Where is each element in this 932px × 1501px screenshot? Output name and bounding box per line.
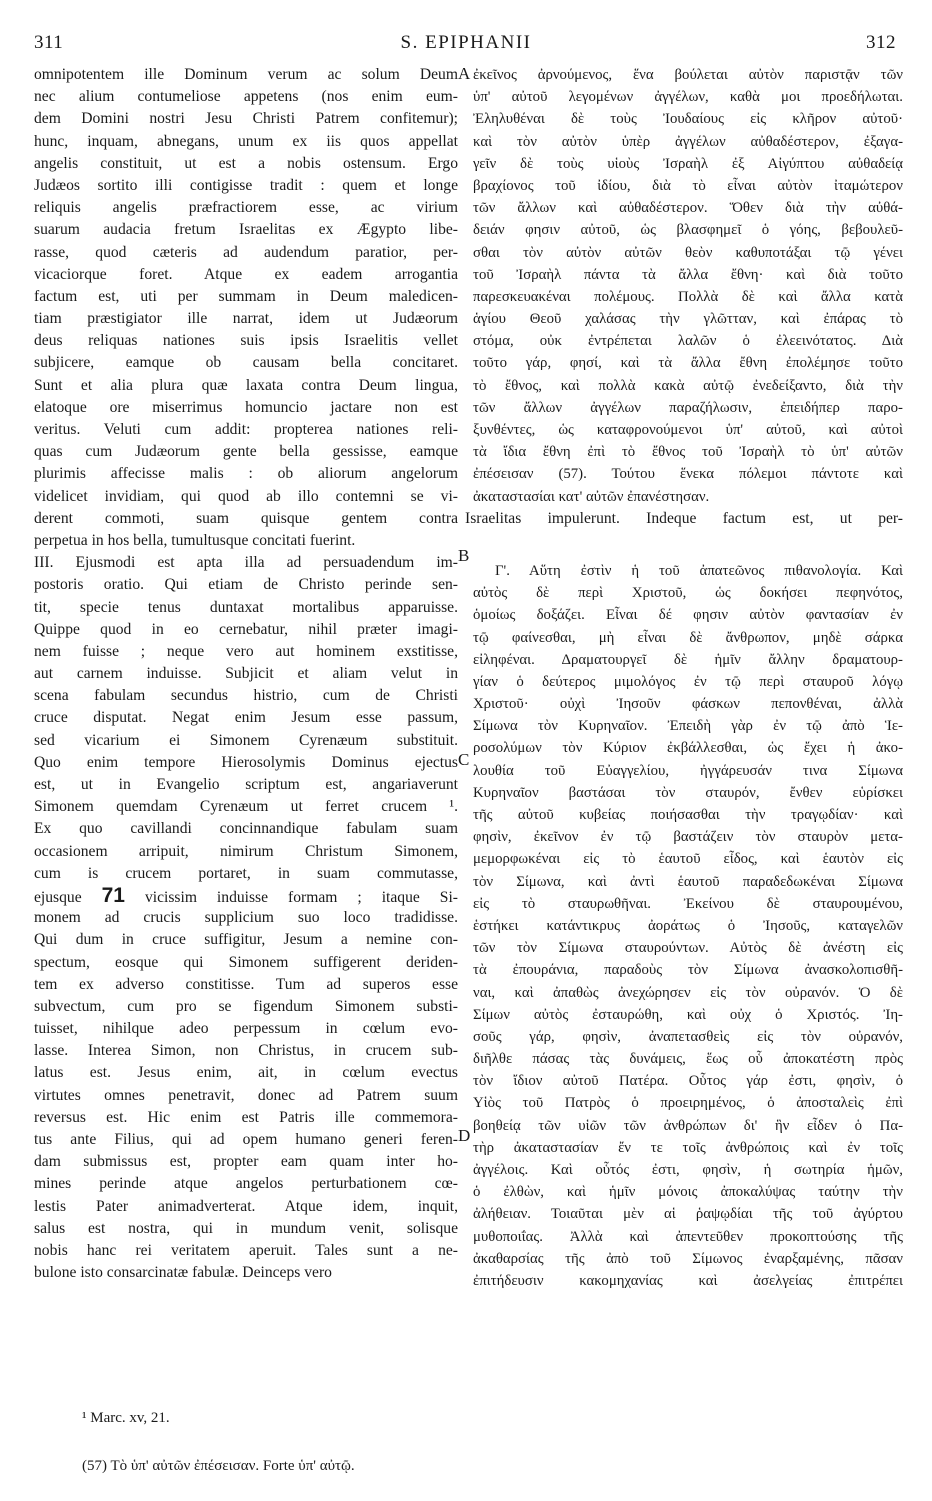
text-line: ἀλήθειαν. Τοιαῦται μὲν αἱ ῥαψῳδίαι τῆς τοῦ ἀγύρτου: [473, 1206, 903, 1223]
text-line: ἀκαθαρσίας τῆς ἀπὸ τοῦ Σίμωνος ἐναρξαμένης, πᾶσαν: [473, 1250, 903, 1267]
text-line: nem fuisse ; neque vero aut hominem exstitisse,: [34, 642, 458, 660]
text-line: Γ'. Αὕτη ἐστὶν ἡ τοῦ ἀπατεῶνος πιθανολογία. Καὶ: [495, 562, 903, 579]
text-line: rasse, quod cæteris ad audendum paratior, per-: [34, 243, 458, 261]
text-line: quas cum Judæorum gente bella gessisse, eamque: [34, 443, 458, 461]
text-line: Judæos sortito illi contigisse tradit : quem et longe: [34, 176, 458, 194]
text-line: ροσολύμων τὸν Κύριον ἐκβάλλεσθαι, ὡς ἔχει ἡ ἀκο-: [473, 740, 903, 757]
text-line: aut carnem induisse. Subjicit et aliam velut in: [34, 665, 458, 683]
text-line: λουθία τοῦ Εὐαγγελίου, ἠγγάρευσάν τινα Σίμωνα: [473, 762, 903, 779]
text-line: Σίμων αὐτὸς ἐσταυρώθη, καὶ οὐχ ὁ Χριστός. Ἰη-: [473, 1006, 903, 1023]
text-line: bulone isto consarcinatæ fabulæ. Deinceps vero: [34, 1264, 332, 1282]
latin-column: [34, 64, 458, 1284]
text-line: scena fabulam secundus histrio, cum de Christi: [34, 687, 458, 705]
text-line: σθαι τὸν αὐτὸν αὐτῶν θεὸν καθυποτάξαι τῷ γένει: [473, 244, 903, 261]
text-line: lestis Pater animadverterat. Atque idem, inquit,: [34, 1197, 458, 1215]
text-line: ἐπιτήδευσιν κακομηχανίας καὶ ἀσελγείας ἐπιτρέπει: [473, 1272, 903, 1289]
text-line: Quo enim tempore Hierosolymis Dominus ejectus: [34, 753, 458, 771]
text-line: postoris oratio. Qui etiam de Christo perinde sen-: [34, 576, 458, 594]
text-line: tem ex adverso constitisse. Tum ad superos esse: [34, 975, 458, 993]
text-line: αὐτὸς δὲ περὶ Χριστοῦ, ὡς δοκήσει πεφηνότος,: [473, 585, 903, 602]
text-line: occasionem arripuit, nimirum Christum Simonem,: [34, 842, 458, 860]
text-line: est, ut in Evangelio scriptum est, angariaverunt: [34, 776, 458, 793]
left-page-number: 311: [34, 32, 64, 53]
text-line: τοῦτο γάρ, φησί, καὶ τὰ ἄλλα ἔθνη ἐπολέμησε τοῦτο: [473, 355, 903, 372]
text-line: tiam præstigiator ille narrat, idem ut Judæorum: [34, 310, 458, 328]
text-line: nec alium contumeliose appetens (nos enim eum-: [34, 88, 458, 106]
text-line: veritus. Veluti cum addit: propterea nationes reli-: [34, 421, 458, 438]
text-line: reversus est. Hic enim est Patris ille commemora-: [34, 1108, 458, 1126]
text-line: μεμορφωκέναι εἰς τὸ ἑαυτοῦ εἶδος, καὶ ἑαυτὸν εἰς: [473, 851, 903, 868]
text-line: dam submissus est, propter eam quam inter ho-: [34, 1153, 458, 1171]
text-line: Ἐληλυθέναι δὲ τοὺς Ἰουδαίους εἰς κλῆρον αὐτοῦ·: [473, 111, 903, 128]
text-line: βραχίονος τοῦ ἰδίου, διὰ τὸ εἶναι αὐτὸν ἰταμώτερον: [473, 177, 903, 194]
text-line: derent commoti, suam quisque gentem contra: [34, 509, 458, 527]
text-line: Qui dum in cruce suffigitur, Jesum a nemine con-: [34, 931, 458, 949]
text-line: δειάν φησιν αὐτοῦ, ὡς βλασφημεῖ ὁ γόης, βεβουλεῦ-: [473, 222, 903, 239]
text-line: μυθοποιΐας. Ἀλλὰ καὶ ἀπεντεῦθεν προκοπτούσης τῆς: [473, 1228, 903, 1245]
text-line: τὰ ἐπουράνια, παραδοὺς τὸν Σίμωνα ἀνασκολοπισθῆ-: [473, 962, 903, 979]
text-line: ξυνθέντες, ὡς καταφρονούμενοι ὑπ' αὐτοῦ, καὶ αὐτοὶ: [473, 422, 903, 438]
section-gap: [473, 530, 903, 560]
text-line: monem ad crucis supplicium suo loco tradidisse.: [34, 909, 458, 927]
text-line: τὴρ ἀκαταστασίαν ἔν τε τοῖς ἀνθρώποις καὶ ἐν τοῖς: [473, 1139, 903, 1156]
running-title: S. EPIPHANII: [400, 32, 532, 53]
text-line: omnipotentem ille Dominum verum ac solum Deum: [34, 66, 458, 83]
text-line: παρεσκευακέναι πολέμους. Πολλὰ δὲ καὶ ἄλλα κατὰ: [473, 288, 903, 305]
text-line: ὁ ἐλθὼν, καὶ ἡμῖν μόνοις ἀποκαλύψας ταύτην τὴν: [473, 1184, 903, 1201]
text-line: nobis hanc rei veritatem aperuit. Tales sunt a ne-: [34, 1241, 458, 1259]
text-line: hunc, inquam, abnegans, unum ex iis quos appellat: [34, 132, 458, 150]
text-line: subvectum, cum pro se figendum Simonem substi-: [34, 997, 458, 1015]
text-line: τῆς αὐτοῦ κυβείας ποιήσασθαι τὴν τραγῳδίαν· καὶ: [473, 807, 903, 823]
text-line: angelis constituit, ut est a nobis ostensum. Ergo: [34, 154, 458, 172]
text-line: βοηθείᾳ τῶν υἱῶν τῶν ἀνθρώπων δι' ἣν εἶδεν ὁ Πα-: [473, 1117, 903, 1134]
text-line: subjicere, eamque ob causam bella concitaret.: [34, 354, 458, 372]
text-line: τὸ ἔθνος, καὶ πολλὰ κακὰ αὐτῷ ἐνεδείξαντο, διὰ τὴν: [473, 377, 903, 394]
text-line: latus est. Jesus enim, ait, in cœlum evectus: [34, 1064, 458, 1082]
text-line: Κυρηναῖον βαστάσαι τὸν σταυρόν, ἔνθεν εὑρίσκει: [473, 784, 903, 801]
text-line: sed vicarium ei Simonem Cyrenæum substituit.: [34, 731, 458, 749]
right-page-number: 312: [866, 32, 896, 53]
footnote-latin: ¹ Marc. xv, 21.: [82, 1410, 170, 1426]
text-line: καὶ τὸν αὐτὸν ὑπὲρ ἀγγέλων αὐθαδέστερον, ἐξαγα-: [473, 133, 903, 150]
text-line: III. Ejusmodi est apta illa ad persuadendum im-: [34, 554, 458, 572]
section-marker-a: A: [458, 64, 471, 83]
text-line: ἀκαταστασίαι κατ' αὐτῶν ἐπανέστησαν.: [473, 488, 710, 505]
text-line: videlicet invidiam, qui quod ab illo contemni se vi-: [34, 487, 458, 505]
text-line: cruce disputat. Negat enim Jesum esse passum,: [34, 709, 458, 727]
text-line: virtutes omnes penetravit, donec ad Patrem suum: [34, 1086, 458, 1104]
text-line: plurimis affecisse malis : ob aliorum angelorum: [34, 465, 458, 483]
text-line: mines perinde atque angelos perturbationem cœ-: [34, 1175, 458, 1193]
text-line: τῶν ἄλλων καὶ αὐθαδέστερον. Ὅθεν διὰ τὴν αὐθά-: [473, 200, 903, 217]
column-number: 71: [101, 883, 125, 907]
footnote-greek: (57) Τὸ ὑπ' αὐτῶν ἐπέσεισαν. Forte ὑπ' αὐτῷ.: [82, 1458, 355, 1474]
text-line: tuisset, nihilque adeo perpessum in cœlum evo-: [34, 1020, 458, 1038]
text-line: factum est, uti per summam in Deum maledicen-: [34, 287, 458, 305]
latin-crossover-line: Israelitas impulerunt. Indeque factum est, ut per-: [465, 509, 903, 527]
text-line: Ex quo cavillandi concinnandique fabulam suam: [34, 820, 458, 838]
text-line: ἑστήκει κατάντικρυς ἀοράτως ὁ Ἰησοῦς, καταγελῶν: [473, 917, 903, 934]
text-line: τῶν ἄλλων ἀγγέλων παραζήλωσιν, ἐπειδήπερ παρο-: [473, 399, 903, 416]
section-marker-c: C: [458, 750, 470, 769]
text-line: Sunt et alia plura quæ laxata contra Deum lingua,: [34, 376, 458, 394]
text-line: ὁμοίως δοξάζει. Εἶναι δέ φησιν αὐτὸν φαντασίαν ἐν: [473, 607, 903, 624]
text-line: στόμα, οὐκ ἐντρέπεται λαλῶν ὁ ἐλεεινότατος. Διὰ: [473, 333, 903, 350]
text-line: reliquis angelis præfractiorem esse, ac virium: [34, 199, 458, 217]
section-marker-d: D: [458, 1126, 471, 1145]
text-line: εἰληφέναι. Δραματουργεῖ δὲ ἡμῖν ἄλλην δραματουρ-: [473, 651, 903, 668]
text-line: τὸν Σίμωνα, καὶ ἀντὶ ἑαυτοῦ παραδεδωκέναι Σίμωνα: [473, 873, 903, 890]
text-line: τῷ φαίνεσθαι, μὴ εἶναι δὲ ἄνθρωπον, μηδὲ σάρκα: [473, 629, 903, 646]
text-line: γεῖν δὲ τοὺς υἱοὺς Ἰσραὴλ ἐξ Αἰγύπτου αὐθαδείᾳ: [473, 155, 903, 172]
text-line: salus est nostra, qui in mundum venit, solisque: [34, 1219, 458, 1237]
text-line: suarum audacia fretum Israelitas ex Ægypto libe-: [34, 221, 458, 239]
text-line: ὑπ' αὐτοῦ λεγομένων ἀγγέλων, καθὰ μοι προεδήλωται.: [473, 89, 903, 106]
text-line: Σίμωνα τὸν Κυρηναῖον. Ἐπειδὴ γὰρ ἐν τῷ ἀπὸ Ἱε-: [473, 718, 903, 735]
text-line: σοῦς γάρ, φησὶν, ἀναπετασθεὶς εἰς τὸν οὐρανόν,: [473, 1028, 903, 1045]
text-line: τὰ ἴδια ἔθνη ἐπὶ τὸ ἔθνος τοῦ Ἰσραὴλ τὸ ὑπ' αὐτῶν: [473, 444, 903, 461]
text-line: τοῦ Ἰσραὴλ πάντα τὰ ἄλλα ἔθνη· καὶ διὰ τοῦτο: [473, 266, 903, 283]
text-line: διῆλθε πάσας τὰς δυνάμεις, ἕως οὗ ἀποκατέστη πρὸς: [473, 1051, 903, 1068]
text-line: perpetua in hos bella, tumultusque concitati fuerint.: [34, 531, 356, 549]
text-line: ἁγίου Θεοῦ χαλάσας τὴν γλῶτταν, καὶ ἐπάρας τὸ: [473, 311, 903, 328]
text-line: γίαν ὁ δεύτερος μιμολόγος ἐν τῷ περὶ σταυροῦ λόγῳ: [473, 673, 903, 690]
text-line: φησὶν, ἐκεῖνον ἐν τῷ βαστάζειν τὸν σταυρὸν μετα-: [473, 829, 903, 846]
text-line: ejusque 71 vicissim induisse formam ; itaque Si-: [34, 883, 458, 907]
text-line: Υἱὸς τοῦ Πατρὸς ὁ προειρημένος, ὁ ἀποσταλεὶς ἐπὶ: [473, 1095, 903, 1112]
text-line: vicaciorque foret. Atque ex eadem arrogantia: [34, 265, 458, 283]
text-line: spectum, eosque qui Simonem suffigerent deriden-: [34, 953, 458, 971]
text-line: εἰς τὸ σταυρωθῆναι. Ἐκείνου δὲ σταυρουμένου,: [473, 895, 903, 912]
text-line: cum is crucem portaret, in suam commutasse,: [34, 864, 458, 882]
greek-column: [465, 64, 903, 1292]
text-line: tit, specie tenus duntaxat mortalibus apparuisse.: [34, 598, 458, 616]
text-line: ναι, καὶ ἀπαθὼς ἀνεχώρησεν εἰς τὸν οὐρανόν. Ὁ δὲ: [473, 984, 903, 1001]
text-line: τῶν τὸν Σίμωνα σταυρούντων. Αὐτὸς δὲ ἀνέστη εἰς: [473, 940, 903, 957]
text-line: Quippe quod in eo cernebatur, nihil præter imagi-: [34, 620, 458, 638]
text-line: ἐπέσεισαν (57). Τούτου ἕνεκα πόλεμοι πάντοτε καὶ: [473, 466, 903, 483]
text-line: elatoque ore miserrimus homuncio jactare non est: [34, 398, 458, 416]
text-line: deus reliquas nationes suis ipsis Israelitis vellet: [34, 332, 458, 350]
section-marker-b: B: [458, 546, 470, 565]
text-line: lasse. Interea Simon, non Christus, in crucem sub-: [34, 1042, 458, 1060]
text-line: Simonem quemdam Cyrenæum ut ferret crucem ¹.: [34, 798, 458, 816]
text-line: ἐκεῖνος ἀρνούμενος, ἕνα βούλεται αὐτὸν παριστᾷν τῶν: [473, 67, 903, 83]
text-line: Χριστοῦ· οὐχὶ Ἰησοῦν φάσκων πεπονθέναι, ἀλλὰ: [473, 696, 903, 713]
text-line: tus ante Filius, qui ad opem humano generi feren-: [34, 1131, 458, 1148]
text-line: τὸν ἴδιον αὐτοῦ Πατέρα. Οὗτος γάρ ἐστι, φησὶν, ὁ: [473, 1073, 903, 1090]
text-line: ἀγγέλοις. Καὶ οὗτός ἐστι, φησὶν, ἡ σωτηρία ἡμῶν,: [473, 1162, 903, 1178]
text-line: dem Domini nostri Jesu Christi Patrem confitemur);: [34, 110, 458, 128]
